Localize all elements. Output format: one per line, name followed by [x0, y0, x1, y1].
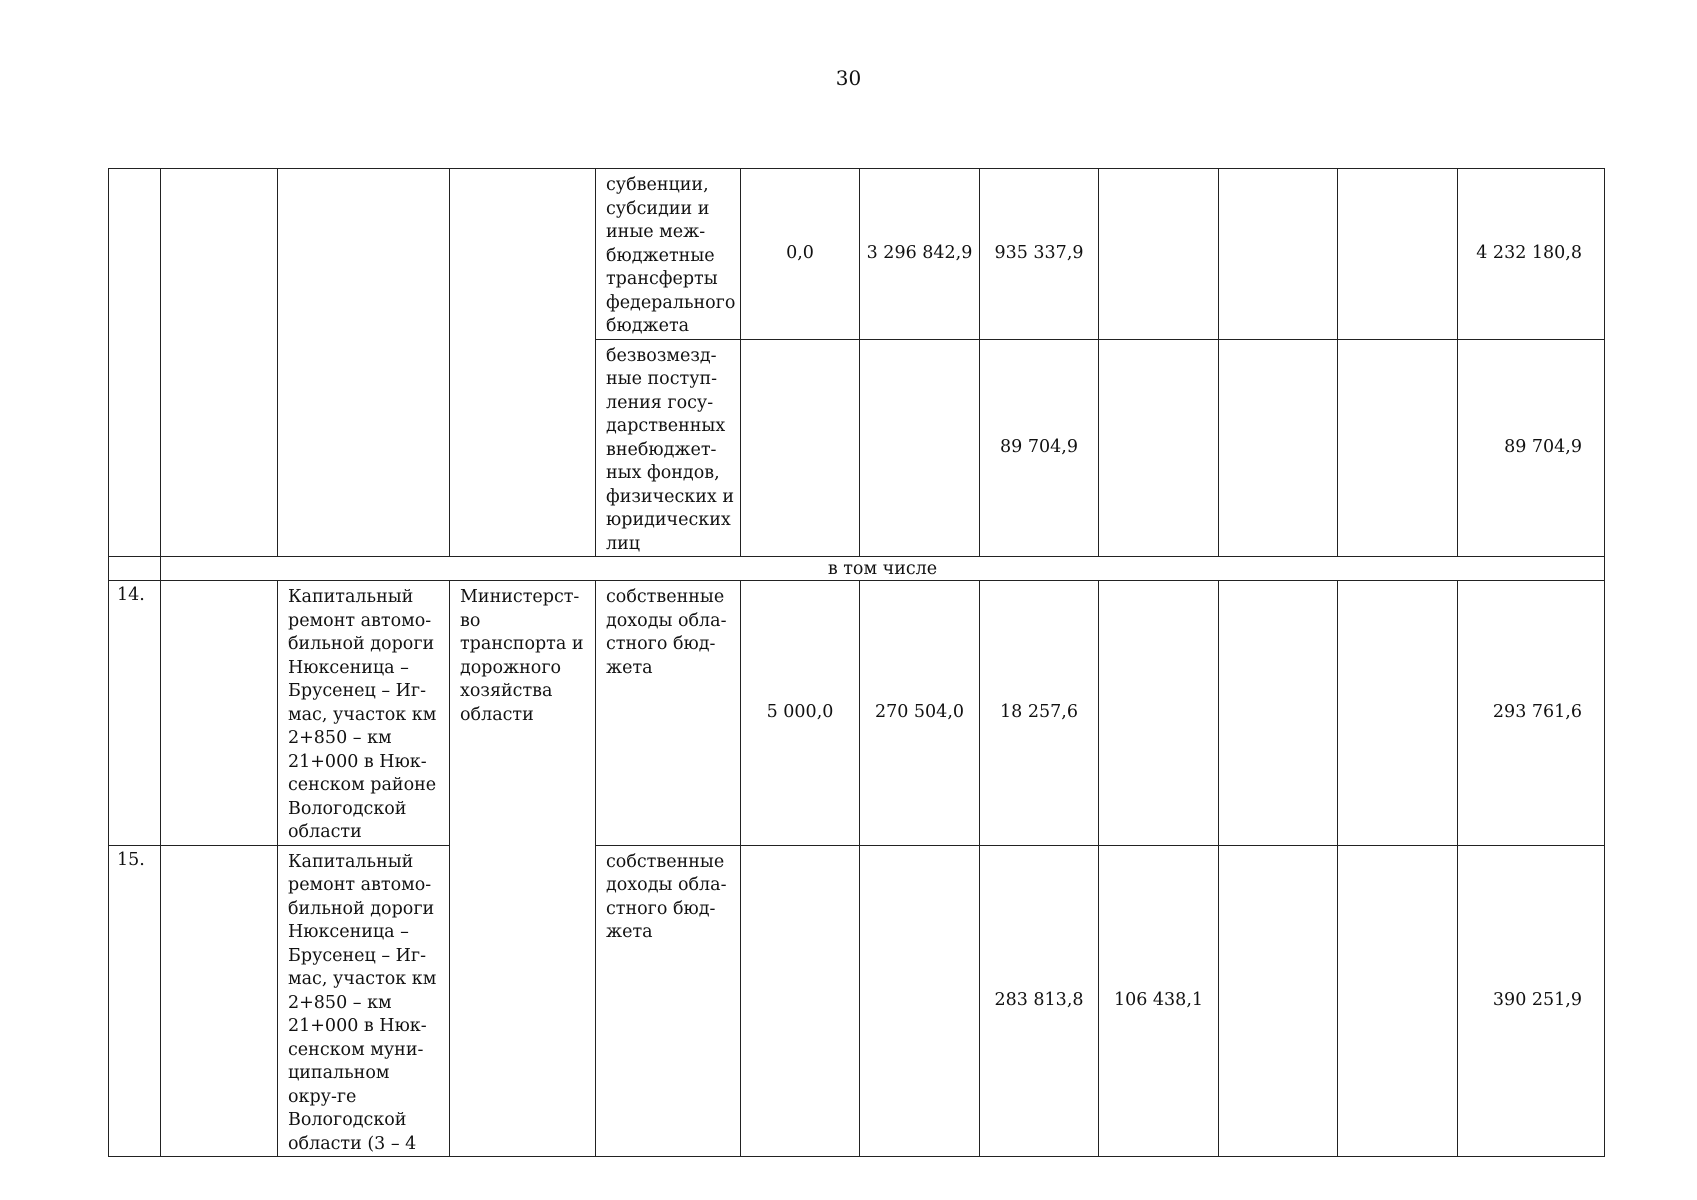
value-cell	[1338, 845, 1458, 1157]
value-cell	[1219, 339, 1338, 557]
value-cell	[741, 845, 860, 1157]
value-cell	[1099, 169, 1219, 340]
value-cell: 283 813,8	[980, 845, 1099, 1157]
subheader-row	[109, 557, 1605, 581]
value-cell	[1219, 169, 1338, 340]
value-cell	[1099, 581, 1219, 846]
total-cell: 89 704,9	[1458, 339, 1605, 557]
value-cell	[1338, 581, 1458, 846]
page-number: 30	[835, 66, 862, 90]
value-cell	[860, 845, 980, 1157]
funding-source-cell: собственные доходы обла-стного бюд-жета	[596, 581, 741, 846]
value-cell: 106 438,1	[1099, 845, 1219, 1157]
object-name-cell: Капитальный ремонт автомо-бильной дороги Нюксеница – Брусенец – Иг-мас, участок км 2+850 – км 21+000 в Нюк-сенском муни-ципальном окру-ге Вологодской области (3 – 4	[278, 845, 450, 1157]
total-cell: 293 761,6	[1458, 581, 1605, 846]
empty-cell	[161, 845, 278, 1157]
row-number: 15.	[109, 845, 161, 1157]
value-cell	[1338, 169, 1458, 340]
value-cell: 89 704,9	[980, 339, 1099, 557]
executor-cell: Министерст-во транспорта и дорожного хозяйства области	[450, 581, 596, 1157]
value-cell	[1338, 339, 1458, 557]
table-row	[109, 845, 1605, 1157]
value-cell: 5 000,0	[741, 581, 860, 846]
value-cell: 3 296 842,9	[860, 169, 980, 340]
total-cell: 390 251,9	[1458, 845, 1605, 1157]
value-cell: 0,0	[741, 169, 860, 340]
budget-table	[108, 168, 1605, 1157]
funding-source-cell: безвозмезд-ные поступ-ления госу-дарственных внебюджет-ных фондов, физических и юридических лиц	[596, 339, 741, 557]
funding-source-cell: субвенции, субсидии и иные меж-бюджетные трансферты федерального бюджета	[596, 169, 741, 340]
object-name-cell: Капитальный ремонт автомо-бильной дороги Нюксеница – Брусенец – Иг-мас, участок км 2+850 – км 21+000 в Нюк-сенском районе Вологодской области	[278, 581, 450, 846]
empty-cell	[161, 581, 278, 846]
row-number: 14.	[109, 581, 161, 846]
value-cell	[741, 339, 860, 557]
table-row	[109, 581, 1605, 846]
value-cell: 935 337,9	[980, 169, 1099, 340]
value-cell: 270 504,0	[860, 581, 980, 846]
empty-number-cell	[109, 557, 161, 581]
value-cell	[1219, 581, 1338, 846]
total-cell: 4 232 180,8	[1458, 169, 1605, 340]
empty-cell	[450, 169, 596, 557]
value-cell: 18 257,6	[980, 581, 1099, 846]
value-cell	[860, 339, 980, 557]
empty-cell	[161, 169, 278, 557]
table-row	[109, 169, 1605, 340]
funding-source-cell: собственные доходы обла-стного бюд-жета	[596, 845, 741, 1157]
value-cell	[1099, 339, 1219, 557]
section-label: в том числе	[161, 557, 1605, 581]
empty-number-cell	[109, 169, 161, 557]
empty-cell	[278, 169, 450, 557]
value-cell	[1219, 845, 1338, 1157]
